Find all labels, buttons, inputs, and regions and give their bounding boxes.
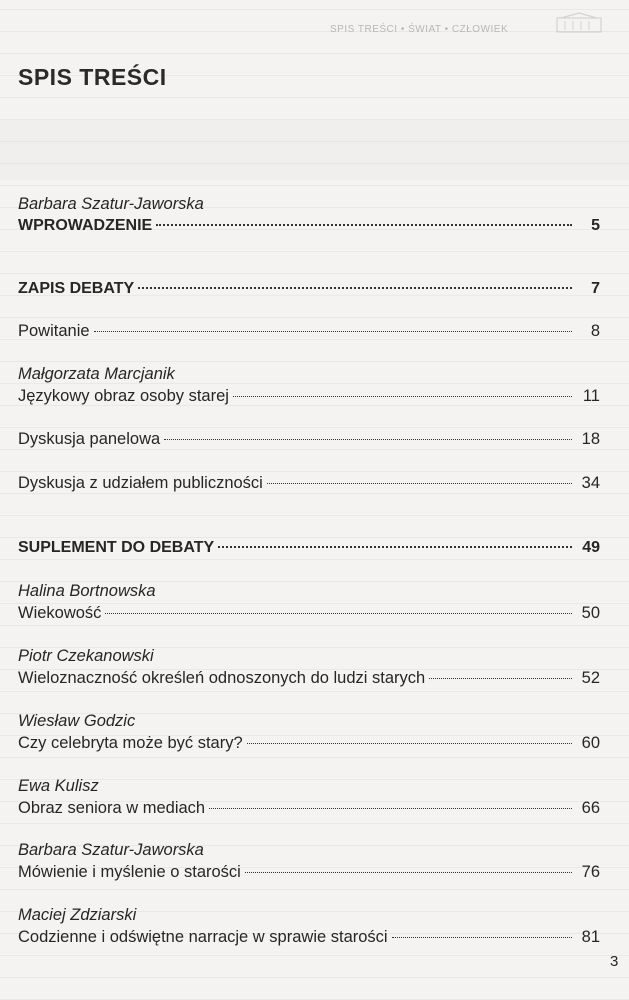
toc-entry-wieloznacznosc[interactable] bbox=[18, 667, 600, 689]
toc-author: Barbara Szatur-Jaworska bbox=[18, 195, 204, 213]
toc-entry-obraz-seniora[interactable] bbox=[18, 797, 600, 819]
page-title: SPIS TREŚCI bbox=[18, 64, 167, 90]
toc-entry-title: Dyskusja z udziałem publiczności bbox=[18, 474, 263, 492]
dot-leader bbox=[245, 872, 572, 873]
dot-leader bbox=[105, 613, 572, 614]
toc-entry-dyskusja-publicznosc[interactable] bbox=[18, 472, 600, 494]
toc-entry-title: ZAPIS DEBATY bbox=[18, 280, 135, 297]
toc-entry-page: 52 bbox=[581, 669, 600, 687]
dot-leader bbox=[138, 287, 572, 289]
toc-entry-dyskusja-panelowa[interactable] bbox=[18, 428, 600, 450]
dot-leader bbox=[94, 331, 572, 332]
toc-entry-page: 5 bbox=[591, 217, 600, 234]
toc-entry-page: 66 bbox=[581, 799, 600, 817]
crest-icon bbox=[555, 12, 603, 34]
toc-author: Piotr Czekanowski bbox=[18, 647, 154, 665]
dot-leader bbox=[429, 678, 572, 679]
toc-entry-title: Czy celebryta może być stary? bbox=[18, 734, 243, 752]
toc-entry-page: 81 bbox=[581, 928, 600, 946]
toc-entry-title: Obraz seniora w mediach bbox=[18, 799, 206, 817]
toc-entry-title: Powitanie bbox=[18, 322, 90, 340]
toc-author: Ewa Kulisz bbox=[18, 777, 99, 795]
toc-entry-jezykowy-obraz[interactable] bbox=[18, 385, 600, 407]
toc-entry-codzienne[interactable] bbox=[18, 926, 600, 948]
toc-author: Małgorzata Marcjanik bbox=[18, 365, 175, 383]
toc-entry-title: Wieloznaczność określeń odnoszonych do ludzi starych bbox=[18, 669, 426, 687]
toc-author: Maciej Zdziarski bbox=[18, 906, 137, 924]
toc-entry-title: Mówienie i myślenie o starości bbox=[18, 863, 241, 881]
page-number: 3 bbox=[610, 953, 619, 970]
toc-entry-suplement[interactable] bbox=[18, 537, 600, 559]
toc-entry-title: Wiekowość bbox=[18, 604, 102, 622]
toc-entry-title: SUPLEMENT DO DEBATY bbox=[18, 539, 215, 556]
dot-leader bbox=[156, 224, 572, 226]
dot-leader bbox=[218, 546, 572, 548]
dot-leader bbox=[267, 483, 572, 484]
toc-entry-zapis-debaty[interactable] bbox=[18, 278, 600, 300]
toc-entry-wiekowosc[interactable] bbox=[18, 602, 600, 624]
dot-leader bbox=[233, 396, 572, 397]
toc-entry-mowienie[interactable] bbox=[18, 861, 600, 883]
toc-entry-page: 50 bbox=[581, 604, 600, 622]
toc-entry-page: 7 bbox=[591, 280, 600, 297]
toc-author: Barbara Szatur-Jaworska bbox=[18, 841, 204, 859]
toc-entry-page: 60 bbox=[581, 734, 600, 752]
toc-author: Wiesław Godzic bbox=[18, 712, 136, 730]
toc-entry-title: WPROWADZENIE bbox=[18, 217, 153, 234]
running-head: SPIS TREŚCI • ŚWIAT • CZŁOWIEK bbox=[330, 24, 509, 35]
toc-author: Halina Bortnowska bbox=[18, 582, 156, 600]
toc-entry-title: Codzienne i odświętne narracje w sprawie starości bbox=[18, 928, 388, 946]
dot-leader bbox=[392, 937, 572, 938]
toc-entry-title: Dyskusja panelowa bbox=[18, 430, 161, 448]
toc-entry-page: 8 bbox=[590, 322, 600, 340]
toc-entry-celebryta[interactable] bbox=[18, 732, 600, 754]
toc-entry-powitanie[interactable] bbox=[18, 320, 600, 342]
toc-entry-page: 11 bbox=[582, 387, 600, 405]
dot-leader bbox=[164, 439, 572, 440]
dot-leader bbox=[209, 808, 572, 809]
toc-entry-page: 34 bbox=[581, 474, 600, 492]
toc-entry-wprowadzenie[interactable] bbox=[18, 215, 600, 237]
dot-leader bbox=[247, 743, 572, 744]
toc-entry-page: 18 bbox=[581, 430, 600, 448]
toc-entry-title: Językowy obraz osoby starej bbox=[18, 387, 229, 405]
toc-entry-page: 49 bbox=[582, 539, 600, 556]
toc-entry-page: 76 bbox=[581, 863, 600, 881]
